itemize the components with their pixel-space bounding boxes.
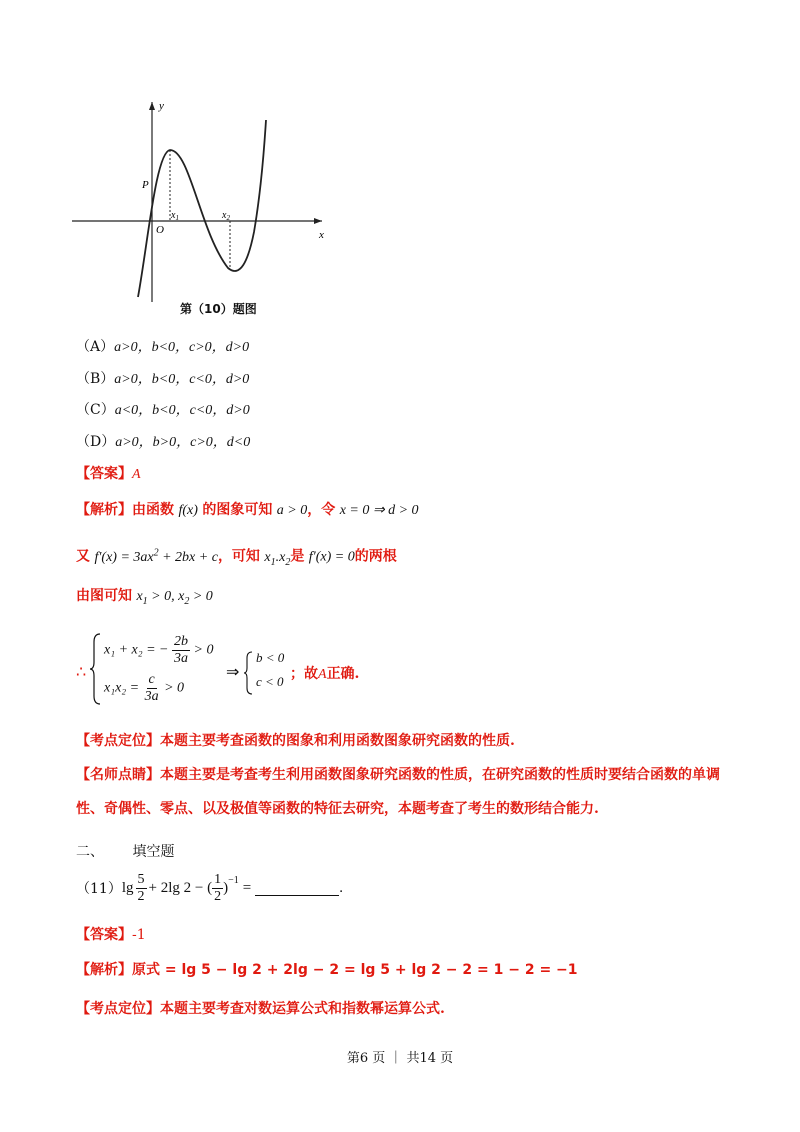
result-b: b < 0 <box>256 650 285 665</box>
q10-analysis-fx: f(x) <box>178 503 198 518</box>
cubic-graph-svg <box>60 92 350 332</box>
q10-equation-system <box>76 628 496 708</box>
option-b-label: （B） <box>76 371 115 387</box>
q10-comment-text1: 本题主要是考查考生利用函数图象研究函数的性质，在研究函数的性质时要结合函数的单调 <box>160 767 720 783</box>
q10-conclusion: ；故A正确. <box>290 666 360 682</box>
option-d-text: a>0，b>0，c>0，d<0 <box>115 435 251 450</box>
q11-paren: ) <box>223 879 229 896</box>
q11-point-tag: 【考点定位】 <box>76 1001 160 1017</box>
q11-exponent: −1 <box>228 874 239 886</box>
result-c: c < 0 <box>256 674 284 689</box>
q11-equals: = <box>242 879 252 896</box>
cubic-curve <box>138 120 266 297</box>
q10-analysis-a-positive: a > 0 <box>276 503 308 518</box>
q11-period: . <box>339 879 343 896</box>
q11-analysis-text: 原式 = lg 5 − lg 2 + 2lg − 2 = lg 5 + lg 2 − 2 = 1 − 2 = −1 <box>132 962 578 978</box>
left-brace <box>90 632 102 706</box>
q11-question <box>76 866 343 910</box>
q10-line2-kezhi: ，可知 <box>217 548 260 565</box>
page-footer: 第6 页 ｜ 共14 页 <box>346 1051 454 1066</box>
function-graph-figure <box>60 92 350 332</box>
q11-frac2: $\frac{1}{2}$ <box>214 871 222 904</box>
q10-line2-equation: f′(x) = 0 <box>308 549 355 565</box>
q10-answer-tag: 【答案】 <box>76 466 132 482</box>
q10-analysis-line2 <box>76 543 397 572</box>
q10-analysis-line3 <box>76 586 213 612</box>
q10-analysis-d-positive: x = 0 ⇒ d > 0 <box>339 503 419 518</box>
y-axis-label: y <box>159 100 164 112</box>
q10-line3-condition: $x_1 > 0$, $x_2 > 0$ <box>136 589 213 607</box>
q11-label: （11） <box>76 881 122 897</box>
system-eq2: x₁x₂ = $\frac{c}{3a}$ > 0 <box>104 672 185 704</box>
right-brace <box>244 650 254 696</box>
q10-line3-text: 由图可知 <box>76 588 132 604</box>
section-title: 填空题 <box>132 844 175 860</box>
section-number: 二、 <box>76 844 104 860</box>
option-c <box>76 400 250 421</box>
figure-caption: 第（10）题图 <box>180 302 257 316</box>
option-d-label: （D） <box>76 434 116 450</box>
q11-answer-blank <box>255 881 339 896</box>
q10-comment-line2: 性、奇偶性、零点、以及极值等函数的特征去研究，本题考查了考生的数形结合能力. <box>76 801 599 817</box>
option-c-label: （C） <box>76 402 115 418</box>
q11-point <box>76 999 445 1019</box>
q10-analysis-text-b: 的图象可知 <box>202 502 273 518</box>
option-b <box>76 369 249 390</box>
y-axis-arrow <box>149 102 155 110</box>
q11-answer-value: -1 <box>132 927 146 943</box>
q10-answer-value: A <box>132 467 141 482</box>
system-eq1: x₁ + x₂ = − $\frac{2b}{3a}$ > 0 <box>104 634 214 666</box>
q10-line2-shi: 是 <box>290 548 305 565</box>
q10-comment-tag: 【名师点睛】 <box>76 767 160 783</box>
q11-lg: lg <box>121 879 134 896</box>
q10-line2-roots: $x_1.x_2$ <box>264 549 291 568</box>
q11-analysis-tag: 【解析】 <box>76 962 132 978</box>
q10-analysis-line1 <box>76 500 419 521</box>
option-c-text: a<0，b<0，c<0，d>0 <box>114 403 250 418</box>
q10-answer <box>76 464 141 485</box>
q10-point-text: 本题主要考查函数的图象和利用函数图象研究函数的性质. <box>160 733 515 749</box>
q11-frac1: $\frac{5}{2}$ <box>137 871 145 904</box>
therefore-symbol: ∴ <box>76 664 87 681</box>
option-d <box>76 432 250 453</box>
option-a-label: （A） <box>76 339 115 355</box>
x2-label: $x_2$ <box>222 210 230 222</box>
q10-line2-derivative: $f'(x) = 3ax^2 + 2bx + c$ <box>94 547 218 565</box>
q11-mid: + 2lg 2 − ( <box>148 879 213 896</box>
q11-answer <box>76 925 146 945</box>
q10-line2-you: 又 <box>76 548 90 565</box>
q10-analysis-text-d: ，令 <box>307 502 336 518</box>
x-axis-label: x <box>319 229 324 241</box>
option-b-text: a>0，b<0，c<0，d>0 <box>114 372 250 387</box>
x1-label: $x_1$ <box>171 210 179 222</box>
option-a-text: a>0，b<0，c>0，d>0 <box>114 340 250 355</box>
q10-point <box>76 731 515 751</box>
q10-line2-liangen: 的两根 <box>354 548 397 565</box>
q11-analysis <box>76 960 578 980</box>
q10-point-tag: 【考点定位】 <box>76 733 160 749</box>
origin-label: O <box>156 224 164 236</box>
option-a <box>76 337 249 358</box>
q11-answer-tag: 【答案】 <box>76 927 132 943</box>
x-axis-arrow <box>314 218 322 224</box>
point-p-label: P <box>142 179 149 191</box>
q10-comment-line1 <box>76 765 720 785</box>
implies-arrow: ⇒ <box>226 664 240 681</box>
q10-analysis-text-a: 由函数 <box>132 502 174 518</box>
q10-analysis-tag: 【解析】 <box>76 502 132 518</box>
section-heading <box>76 842 174 862</box>
q11-point-text: 本题主要考查对数运算公式和指数幂运算公式. <box>160 1001 445 1017</box>
